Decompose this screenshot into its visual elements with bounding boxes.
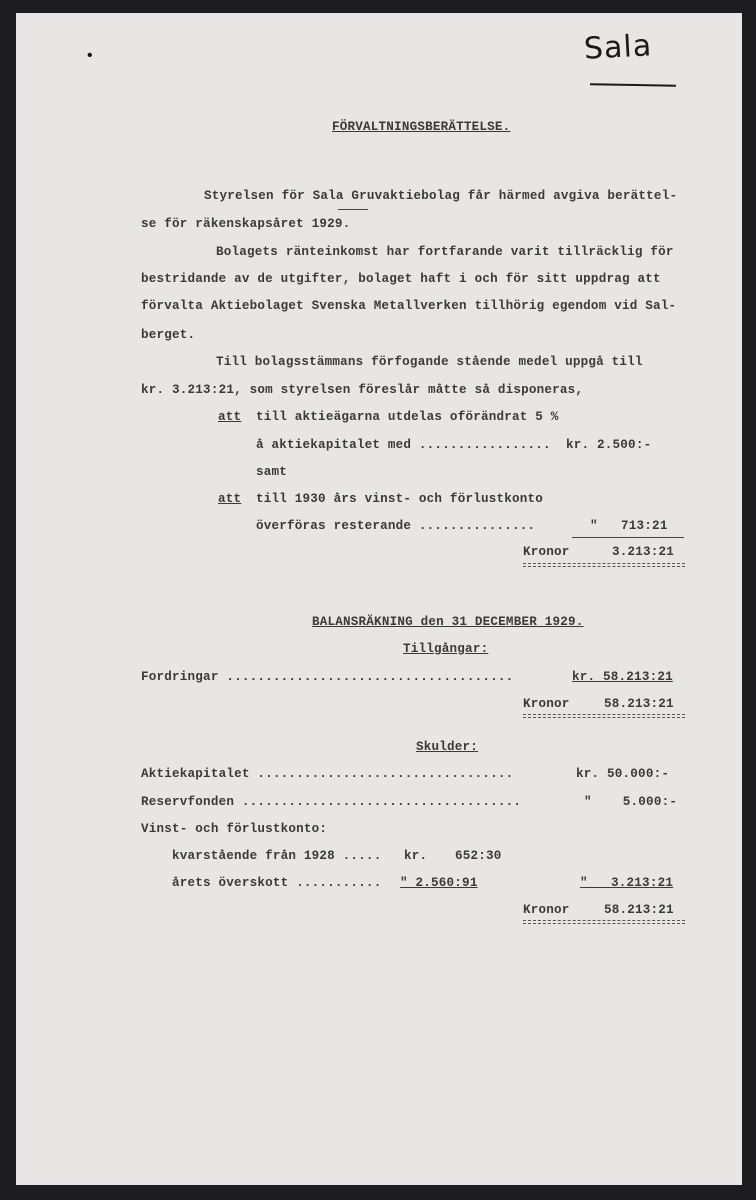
- disposition-line: överföras resterande ...............: [256, 519, 536, 533]
- liability-row: Reservfonden ....................................: [141, 795, 522, 809]
- liability-amount: kr. 50.000:-: [576, 767, 670, 781]
- att-label: att: [218, 492, 242, 506]
- disposition-line: till 1930 års vinst- och förlustkonto: [256, 492, 544, 506]
- paragraph-line: Styrelsen för Sala Gruvaktiebolag får härmed avgiva berättel-: [204, 189, 678, 203]
- balance-heading: BALANSRÄKNING den 31 DECEMBER 1929.: [312, 615, 584, 629]
- ink-dot: •: [85, 47, 95, 65]
- double-rule: [523, 714, 685, 715]
- liability-row: Vinst- och förlustkonto:: [141, 822, 328, 836]
- document-title: FÖRVALTNINGSBERÄTTELSE.: [332, 120, 511, 134]
- currency-label: kr.: [404, 849, 428, 863]
- liabilities-total-label: Kronor: [523, 903, 570, 917]
- liability-subrow: årets överskott ...........: [172, 876, 382, 890]
- pencil-underline: [338, 209, 368, 210]
- liabilities-total: 58.213:21: [604, 903, 674, 917]
- handwritten-annotation: Sala: [583, 28, 654, 67]
- paragraph-line: Bolagets ränteinkomst har fortfarande varit tillräcklig för: [216, 245, 674, 259]
- liability-amount: " 5.000:-: [584, 795, 678, 809]
- total-label: Kronor: [523, 545, 570, 559]
- sum-rule: [572, 537, 684, 538]
- att-label: att: [218, 410, 242, 424]
- total-amount: 3.213:21: [612, 545, 675, 559]
- double-rule: [523, 920, 685, 921]
- double-rule: [523, 717, 685, 718]
- carryover-amount: " 713:21: [590, 519, 668, 533]
- disposition-line: till aktieägarna utdelas oförändrat 5 %: [256, 410, 559, 424]
- paragraph-line: förvalta Aktiebolaget Svenska Metallverken tillhörig egendom vid Sal-: [141, 299, 677, 313]
- double-rule: [523, 563, 685, 564]
- assets-total: 58.213:21: [604, 697, 674, 711]
- assets-row: Fordringar .....................................: [141, 670, 514, 684]
- liability-subamount: " 2.560:91: [400, 876, 478, 890]
- liability-subrow: kvarstående från 1928 .....: [172, 849, 382, 863]
- liability-subamount: 652:30: [455, 849, 502, 863]
- double-rule: [523, 923, 685, 924]
- liability-row: Aktiekapitalet .................................: [141, 767, 514, 781]
- assets-amount: kr. 58.213:21: [572, 670, 673, 684]
- paragraph-line: se för räkenskapsåret 1929.: [141, 217, 351, 231]
- paragraph-line: berget.: [141, 328, 196, 342]
- double-rule: [523, 566, 685, 567]
- assets-total-label: Kronor: [523, 697, 570, 711]
- samt-label: samt: [256, 465, 288, 479]
- disposition-line: å aktiekapitalet med .................: [256, 438, 551, 452]
- liability-amount: " 3.213:21: [580, 876, 674, 890]
- assets-heading: Tillgångar:: [403, 642, 489, 656]
- paragraph-line: bestridande av de utgifter, bolaget haft i och för sitt uppdrag att: [141, 272, 661, 286]
- paragraph-line: kr. 3.213:21, som styrelsen föreslår måtte så disponeras,: [141, 383, 584, 397]
- dividend-amount: kr. 2.500:-: [566, 438, 652, 452]
- paragraph-line: Till bolagsstämmans förfogande stående medel uppgå till: [216, 355, 643, 369]
- liabilities-heading: Skulder:: [416, 740, 479, 754]
